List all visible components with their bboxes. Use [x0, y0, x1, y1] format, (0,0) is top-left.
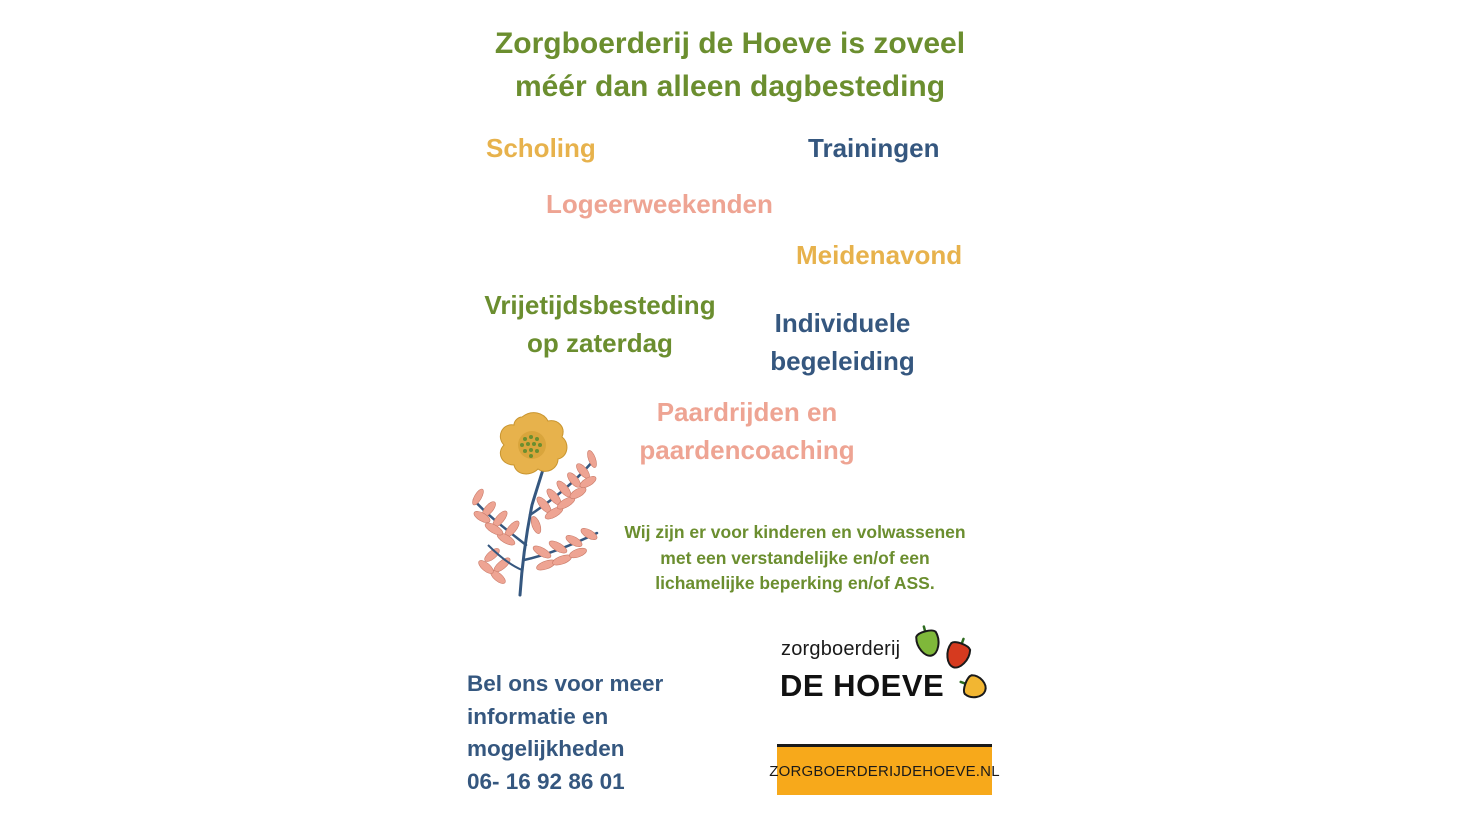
- contact-info: [467, 668, 727, 798]
- contact-line-1: Bel ons voor meer: [467, 671, 664, 696]
- service-paardrijden: [612, 393, 882, 469]
- headline-line-2: méér dan alleen dagbesteding: [514, 70, 946, 103]
- logo-small-text: zorgboerderij: [781, 638, 901, 660]
- phone-number[interactable]: 06- 16 92 86 01: [467, 768, 625, 794]
- service-paard-line-2: paardencoaching: [639, 435, 855, 465]
- target-group-line-3: lichamelijke beperking en/of ASS.: [655, 573, 935, 593]
- logo-big-text: DE HOEVE: [780, 668, 945, 703]
- service-logeerweekenden: Logeerweekenden: [546, 189, 773, 219]
- website-url[interactable]: ZORGBOERDERIJDEHOEVE.NL: [769, 762, 1000, 780]
- website-banner[interactable]: [769, 744, 1000, 795]
- service-scholing: Scholing: [486, 133, 596, 163]
- service-vrijetijd-line-2: op zaterdag: [527, 328, 673, 358]
- service-vrijetijdsbesteding: [455, 286, 745, 362]
- service-meidenavond: Meidenavond: [796, 240, 963, 270]
- service-paard-line-1: Paardrijden en: [656, 397, 838, 427]
- pepper-icons: [905, 620, 995, 710]
- service-vrijetijd-line-1: Vrijetijdsbesteding: [484, 290, 716, 320]
- service-individuele-line-2: begeleiding: [770, 346, 915, 376]
- service-individuele-begeleiding: [745, 304, 940, 380]
- target-group-text: [600, 520, 990, 597]
- flower-illustration-icon: [462, 405, 607, 600]
- contact-line-2: informatie en: [467, 703, 609, 729]
- target-group-line-1: Wij zijn er voor kinderen en volwassenen: [624, 522, 966, 542]
- contact-line-3: mogelijkheden: [467, 736, 625, 761]
- service-trainingen: Trainingen: [808, 133, 940, 163]
- headline: [430, 22, 1030, 108]
- service-individuele-line-1: Individuele: [774, 308, 911, 338]
- target-group-line-2: met een verstandelijke en/of een: [660, 547, 930, 568]
- headline-line-1: Zorgboerderij de Hoeve is zoveel: [494, 27, 966, 60]
